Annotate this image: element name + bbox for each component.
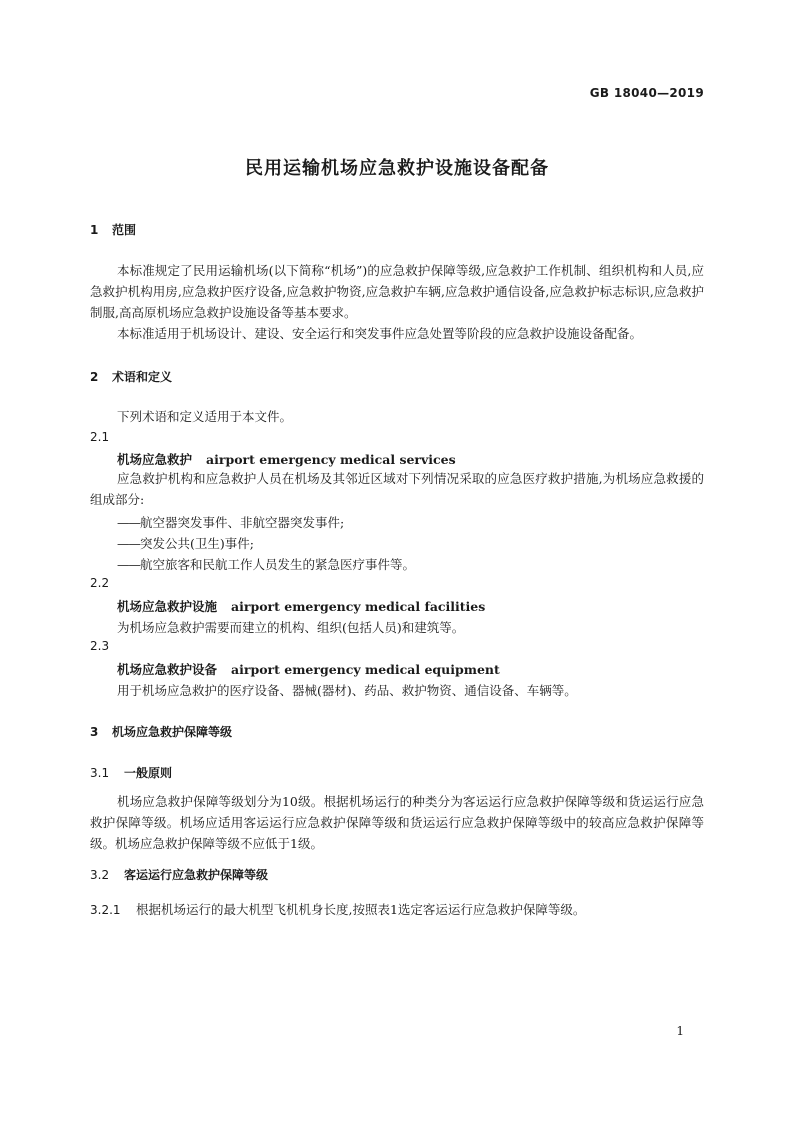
clause-3-2-1	[90, 900, 585, 918]
term-heading	[117, 597, 485, 615]
term-definition: 为机场应急救护需要而建立的机构、组织(包括人员)和建筑等。	[117, 620, 465, 635]
term-number: 2.1	[90, 430, 110, 444]
page-number: 1	[676, 1024, 684, 1038]
clause-3-1-paragraph: 机场应急救护保障等级划分为10级。根据机场运行的种类分为客运运行应急救护保障等级和货运运行应急救护保障等级。机场应适用客运运行应急救护保障等级和货运运行应急救护保障等级中的较高应急救护保障等级。机场应急救护保障等级不应低于1级。	[90, 794, 704, 851]
section-number: 2	[90, 370, 99, 384]
section-2-intro: 下列术语和定义适用于本文件。	[117, 409, 293, 424]
section-1-heading	[90, 221, 136, 238]
clause-number: 3.2.1	[90, 903, 121, 917]
term-chinese: 机场应急救护设施	[117, 599, 218, 614]
term-english: airport emergency medical services	[206, 452, 456, 467]
clause-title: 客运运行应急救护保障等级	[124, 868, 269, 882]
term-heading	[117, 450, 456, 468]
list-item-text: 突发公共(卫生)事件;	[140, 536, 254, 551]
list-item-text: 航空旅客和民航工作人员发生的紧急医疗事件等。	[140, 557, 416, 572]
term-number: 2.3	[90, 639, 110, 653]
clause-number: 3.2	[90, 868, 110, 882]
term-number: 2.2	[90, 576, 110, 590]
section-title: 范围	[112, 223, 137, 237]
term-definition: 用于机场应急救护的医疗设备、器械(器材)、药品、救护物资、通信设备、车辆等。	[117, 683, 577, 698]
clause-number: 3.1	[90, 766, 110, 780]
dash-marker: ——	[117, 515, 140, 530]
section-2-heading	[90, 368, 172, 385]
list-item	[117, 555, 415, 573]
term-chinese: 机场应急救护	[117, 452, 193, 467]
clause-3-1-heading	[90, 764, 172, 781]
term-definition: 应急救护机构和应急救护人员在机场及其邻近区域对下列情况采取的应急医疗救护措施,为机场应急救援的组成部分:	[90, 471, 704, 507]
section-1-paragraph-2: 本标准适用于机场设计、建设、安全运行和突发事件应急处置等阶段的应急救护设施设备配备。	[117, 326, 643, 341]
term-english: airport emergency medical facilities	[231, 599, 486, 614]
section-title: 术语和定义	[112, 370, 173, 384]
section-title: 机场应急救护保障等级	[112, 725, 233, 739]
list-item	[117, 513, 344, 531]
term-heading	[117, 660, 500, 678]
section-3-heading	[90, 723, 232, 740]
clause-text: 根据机场运行的最大机型飞机机身长度,按照表1选定客运运行应急救护保障等级。	[136, 902, 586, 917]
section-number: 1	[90, 223, 99, 237]
term-english: airport emergency medical equipment	[231, 662, 500, 677]
standard-code: GB 18040—2019	[589, 86, 704, 100]
clause-title: 一般原则	[124, 766, 173, 780]
list-item	[117, 534, 254, 552]
section-1-paragraph-1: 本标准规定了民用运输机场(以下简称“机场”)的应急救护保障等级,应急救护工作机制、组织机构和人员,应急救护机构用房,应急救护医疗设备,应急救护物资,应急救护车辆,应急救护通信设备,应急救护标志标识,应急救护制服,高高原机场应急救护设施设备等基本要求。	[90, 263, 704, 320]
list-item-text: 航空器突发事件、非航空器突发事件;	[140, 515, 345, 530]
dash-marker: ——	[117, 557, 140, 572]
term-chinese: 机场应急救护设备	[117, 662, 218, 677]
clause-3-2-heading	[90, 866, 268, 883]
dash-marker: ——	[117, 536, 140, 551]
document-title: 民用运输机场应急救护设施设备配备	[245, 158, 549, 179]
section-number: 3	[90, 725, 99, 739]
